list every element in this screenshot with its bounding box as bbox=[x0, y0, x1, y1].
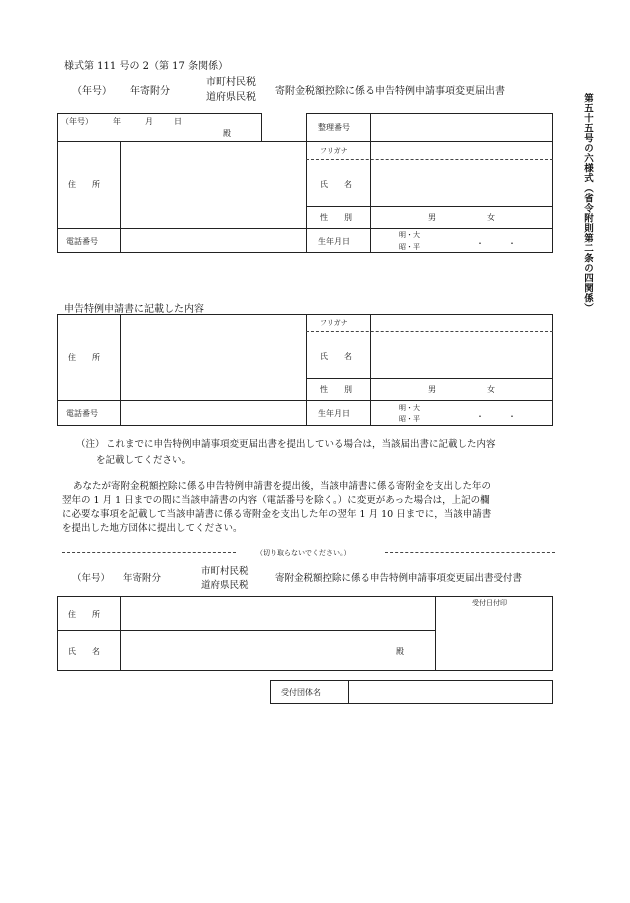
prev-sex-female[interactable]: 女 bbox=[487, 385, 495, 394]
addressee-year-label: （年号） bbox=[61, 117, 93, 126]
cut-line-left bbox=[62, 552, 236, 553]
header-tax-prefectural: 道府県民税 bbox=[206, 92, 256, 103]
prev-furigana-label: フリガナ bbox=[320, 319, 348, 327]
note-line1: これまでに申告特例申請事項変更届出書を提出している場合は，当該届出書に記載した内容 bbox=[106, 439, 496, 450]
receipt-name-label: 氏 名 bbox=[68, 647, 100, 656]
era-line1: 明・大 bbox=[399, 231, 420, 239]
header-tax-municipal: 市町村民税 bbox=[206, 77, 256, 88]
form-number: 様式第 111 号の 2（第 17 条関係） bbox=[64, 61, 229, 72]
sex-female[interactable]: 女 bbox=[487, 213, 495, 222]
furigana-field[interactable] bbox=[371, 142, 552, 158]
prev-birth-date-dots: ・ ・ bbox=[476, 412, 516, 421]
addressee-day: 日 bbox=[174, 117, 182, 126]
cut-line-right bbox=[385, 552, 555, 553]
header-year-portion: 年寄附分 bbox=[130, 86, 170, 97]
prev-address-label: 住 所 bbox=[68, 353, 100, 362]
prev-sex-male[interactable]: 男 bbox=[428, 385, 436, 394]
prev-sex-label: 性 別 bbox=[320, 385, 352, 394]
furigana-label: フリガナ bbox=[320, 147, 348, 155]
receipt-address-label: 住 所 bbox=[68, 610, 100, 619]
receipt-stamp-label: 受付日付印 bbox=[472, 599, 507, 607]
addressee-month: 月 bbox=[145, 117, 153, 126]
receipt-tax-municipal: 市町村民税 bbox=[201, 566, 249, 577]
reference-number-label: 整理番号 bbox=[318, 123, 350, 132]
section2-title: 申告特例申請書に記載した内容 bbox=[64, 304, 204, 315]
paragraph-line2: 翌年の 1 月 1 日までの間に当該申請書の内容（電話番号を除く。）に変更があった場合は，上記の欄 bbox=[62, 495, 490, 506]
addressee-year: 年 bbox=[113, 117, 121, 126]
paragraph-line3: に必要な事項を記載して当該申請書に係る寄附金を支出した年の翌年 1 月 10 日までに，当該申請書 bbox=[62, 509, 492, 520]
sex-male[interactable]: 男 bbox=[428, 213, 436, 222]
prev-address-field[interactable] bbox=[121, 315, 305, 399]
receipt-tax-prefectural: 道府県民税 bbox=[201, 580, 249, 591]
addressee-honorific: 殿 bbox=[223, 129, 231, 138]
header-year-label: （年号） bbox=[72, 86, 112, 97]
cut-line-text: （切り取らないでください。） bbox=[256, 549, 351, 557]
phone-field[interactable] bbox=[121, 229, 305, 252]
name-label: 氏 名 bbox=[320, 180, 352, 189]
receipt-title: 寄附金税額控除に係る申告特例申請事項変更届出書受付書 bbox=[275, 573, 523, 584]
sex-label: 性 別 bbox=[320, 213, 352, 222]
paragraph-line4: を提出した地方団体に提出してください。 bbox=[62, 523, 243, 534]
era-line2: 昭・平 bbox=[399, 243, 420, 251]
prev-phone-field[interactable] bbox=[121, 401, 305, 425]
note-line2: を記載してください。 bbox=[96, 455, 192, 466]
prev-furigana-field[interactable] bbox=[371, 315, 552, 330]
form-title: 寄附金税額控除に係る申告特例申請事項変更届出書 bbox=[275, 86, 505, 97]
prev-name-field[interactable] bbox=[371, 332, 552, 377]
receiving-body-field[interactable] bbox=[349, 681, 552, 703]
receipt-address-field[interactable] bbox=[121, 597, 434, 629]
address-label: 住 所 bbox=[68, 180, 100, 189]
receiving-body-label: 受付団体名 bbox=[281, 688, 321, 697]
prev-phone-label: 電話番号 bbox=[66, 409, 98, 418]
paragraph-line1: あなたが寄附金税額控除に係る申告特例申請書を提出後，当該申請書に係る寄附金を支出した年の bbox=[73, 481, 492, 492]
phone-label: 電話番号 bbox=[66, 237, 98, 246]
prev-era-line2: 昭・平 bbox=[399, 415, 420, 423]
prev-name-label: 氏 名 bbox=[320, 352, 352, 361]
prev-era-line1: 明・大 bbox=[399, 404, 420, 412]
receipt-year-label: （年号） bbox=[72, 573, 111, 584]
birth-date-label: 生年月日 bbox=[318, 237, 350, 246]
receipt-name-field[interactable] bbox=[121, 631, 381, 670]
receipt-honorific: 殿 bbox=[396, 647, 404, 656]
name-field[interactable] bbox=[371, 160, 552, 205]
note-label: （注） bbox=[76, 439, 105, 450]
prev-birth-date-label: 生年月日 bbox=[318, 409, 350, 418]
address-field[interactable] bbox=[121, 142, 305, 227]
reference-number-field[interactable] bbox=[371, 114, 552, 141]
side-label: 第五十五号の六様式（省令附則第二条の四関係） bbox=[582, 93, 593, 313]
birth-date-dots: ・ ・ bbox=[476, 239, 516, 248]
receipt-year-portion: 年寄附分 bbox=[123, 573, 162, 584]
